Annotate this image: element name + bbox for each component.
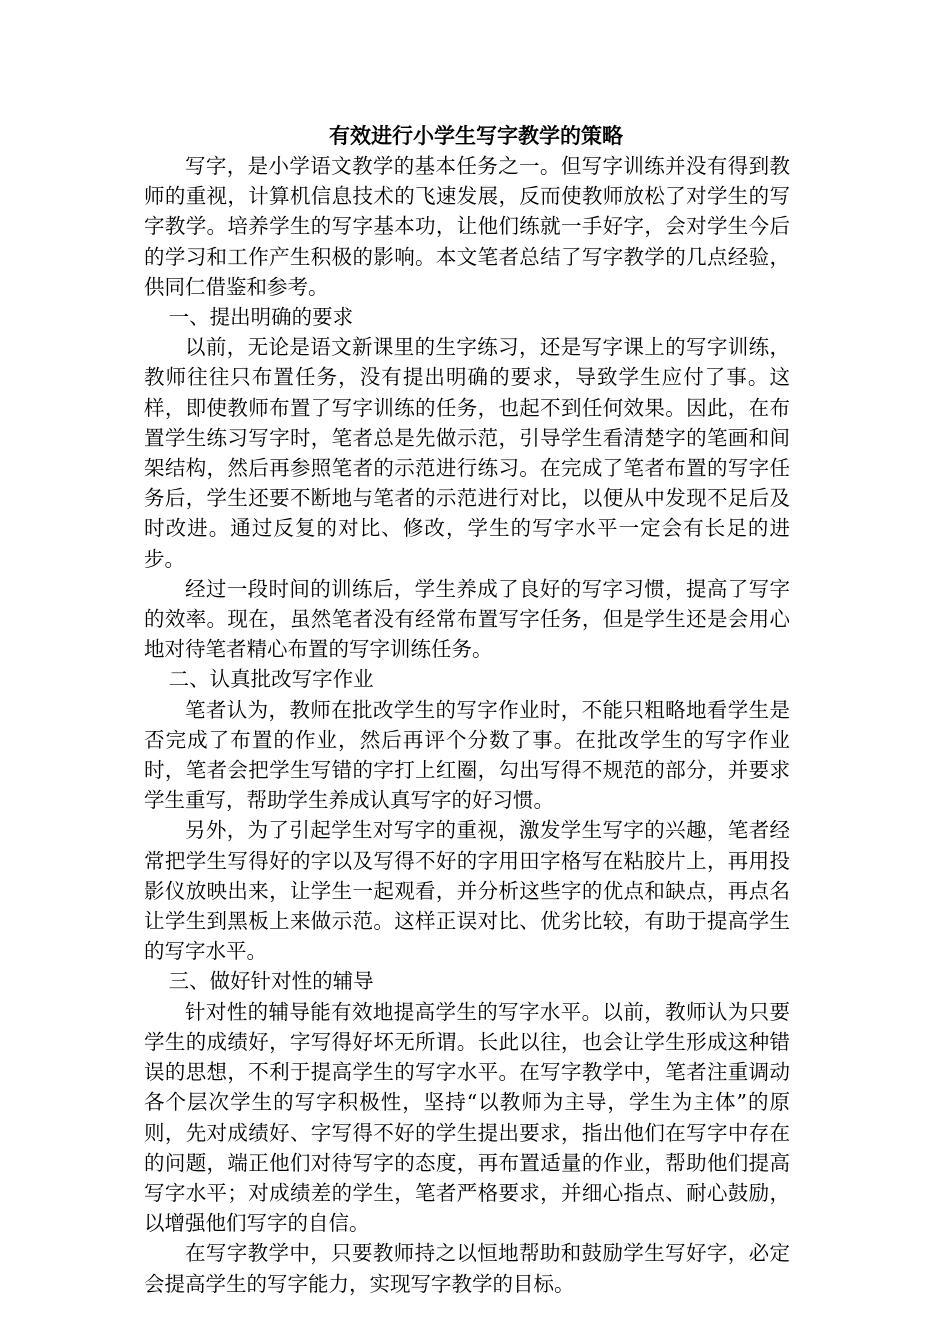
section-2-paragraph-1: 笔者认为，教师在批改学生的写字作业时，不能只粗略地看学生是否完成了布置的作业，然后再评个分数了事。在批改学生的写字作业时，笔者会把学生写错的字打上红圈，勾出写得不规范的部分，并要求学生重写，帮助学生养成认真写字的好习惯。 — [144, 697, 790, 813]
section-2-paragraph-2: 另外，为了引起学生对写字的重视，激发学生写字的兴趣，笔者经常把学生写得好的字以及写得不好的字用田字格写在粘胶片上，再用投影仪放映出来，让学生一起观看，并分析这些字的优点和缺点，再点名让学生到黑板上来做示范。这样正误对比、优劣比较，有助于提高学生的写字水平。 — [144, 818, 790, 964]
section-1-paragraph-2: 经过一段时间的训练后，学生养成了良好的写字习惯，提高了写字的效率。现在，虽然笔者没有经常布置写字任务，但是学生还是会用心地对待笔者精心布置的写字训练任务。 — [144, 576, 790, 662]
section-3-heading: 三、做好针对性的辅导 — [168, 969, 374, 994]
section-1-paragraph-1: 以前，无论是语文新课里的生字练习，还是写字课上的写字训练，教师往往只布置任务，没有提出明确的要求，导致学生应付了事。这样，即使教师布置了写字训练的任务，也起不到任何效果。因此，在布置学生练习写字时，笔者总是先做示范，引导学生看清楚字的笔画和间架结构，然后再参照笔者的示范进行练习。在完成了笔者布置的写字任务后，学生还要不断地与笔者的示范进行对比，以便从中发现不足后及时改进。通过反复的对比、修改，学生的写字水平一定会有长足的进步。 — [144, 335, 790, 571]
section-2-heading: 二、认真批改写字作业 — [168, 667, 374, 692]
section-1-heading: 一、提出明确的要求 — [168, 305, 354, 330]
intro-paragraph: 写字，是小学语文教学的基本任务之一。但写字训练并没有得到教师的重视，计算机信息技术的飞速发展，反而使教师放松了对学生的写字教学。培养学生的写字基本功，让他们练就一手好字，会对学生今后的学习和工作产生积极的影响。本文笔者总结了写字教学的几点经验，供同仁借鉴和参考。 — [144, 154, 790, 299]
document-page — [144, 121, 790, 1299]
conclusion-paragraph: 在写字教学中，只要教师持之以恒地帮助和鼓励学生写好字，必定会提高学生的写字能力，实现写字教学的目标。 — [144, 1241, 790, 1296]
document-title: 有效进行小学生写字教学的策略 — [329, 123, 623, 148]
section-3-paragraph-1: 针对性的辅导能有效地提高学生的写字水平。以前，教师认为只要学生的成绩好，字写得好坏无所谓。长此以往，也会让学生形成这种错误的思想，不利于提高学生的写字水平。在写字教学中，笔者注重调动各个层次学生的写字积极性，坚持“以教师为主导，学生为主体”的原则，先对成绩好、字写得不好的学生提出要求，指出他们在写字中存在的问题，端正他们对待写字的态度，再布置适量的作业，帮助他们提高写字水平；对成绩差的学生，笔者严格要求，并细心指点、耐心鼓励，以增强他们写字的自信。 — [144, 999, 790, 1236]
